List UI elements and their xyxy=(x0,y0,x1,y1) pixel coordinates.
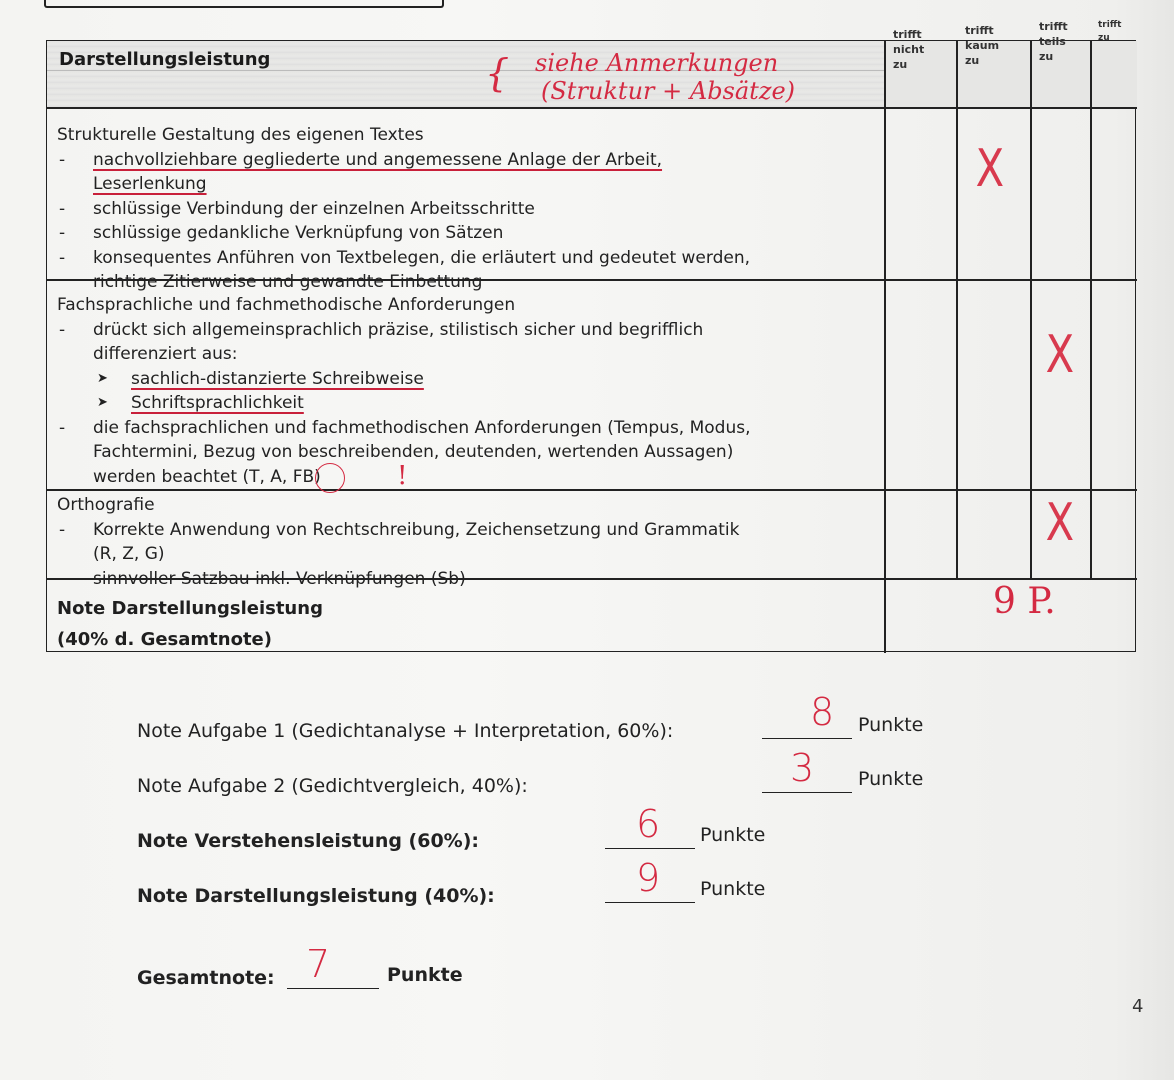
criterion-structure xyxy=(57,123,877,295)
previous-box-fragment xyxy=(44,0,444,8)
column-header-trifft-nicht-zu xyxy=(893,27,924,72)
column-header-trifft-teils-zu xyxy=(1039,19,1068,64)
total-value: 7 xyxy=(306,942,331,986)
criterion-orthography xyxy=(57,493,887,591)
circle-mark xyxy=(315,463,345,493)
criterion-heading: Strukturelle Gestaltung des eigenen Textes xyxy=(57,125,424,145)
column-header-line: zu xyxy=(1098,33,1110,43)
criterion-item: - konsequentes Anführen von Textbelegen, die erläutert und gedeutet werden, xyxy=(59,247,751,268)
item-text: nachvollziehbare gegliederte und angemessene Anlage der Arbeit, xyxy=(93,149,663,170)
column-header-line: trifft xyxy=(1098,20,1122,30)
column-header-line: zu xyxy=(965,54,980,67)
assessment-table xyxy=(46,20,1136,652)
column-header-line: zu xyxy=(1039,50,1054,63)
criterion-item: - drückt sich allgemeinsprachlich präzise, stilistisch sicher und begrifflich xyxy=(59,319,704,340)
score-label-presentation: Note Darstellungsleistung (40%): xyxy=(137,885,495,907)
criterion-item-cont xyxy=(57,440,887,465)
criterion-item-cont xyxy=(57,270,877,295)
column-header-line: trifft xyxy=(893,28,922,41)
column-header-trifft-zu xyxy=(1098,19,1121,45)
item-text: Korrekte Anwendung von Rechtschreibung, Zeichensetzung und Grammatik xyxy=(93,519,740,540)
score-value-understanding: 6 xyxy=(636,802,661,846)
criterion-subitem xyxy=(57,391,887,416)
column-header-line: kaum xyxy=(965,39,1000,52)
column-header-line: zu xyxy=(893,58,908,71)
item-text: sinnvoller Satzbau inkl. Verknüpfungen (Sb) xyxy=(93,568,466,589)
total-label: Gesamtnote: xyxy=(137,967,275,989)
exclamation-mark: ! xyxy=(397,461,408,491)
page-number: 4 xyxy=(1132,996,1144,1017)
score-label-understanding: Note Verstehensleistung (60%): xyxy=(137,830,479,852)
item-text: sachlich-distanzierte Schreibweise xyxy=(131,368,424,389)
score-value-presentation: 9 xyxy=(636,856,661,900)
criterion-item: - die fachsprachlichen und fachmethodischen Anforderungen (Tempus, Modus, xyxy=(59,417,751,438)
score-value-task-2: 3 xyxy=(790,746,815,790)
divider xyxy=(956,41,958,579)
item-text: schlüssige Verbindung der einzelnen Arbeitsschritte xyxy=(93,198,535,219)
divider xyxy=(47,489,1137,491)
item-text: differenziert aus: xyxy=(93,344,238,364)
unit-label: Punkte xyxy=(700,824,766,846)
criterion-item: - schlüssige Verbindung der einzelnen Arbeitsschritte xyxy=(59,198,535,219)
score-label-task-2: Note Aufgabe 2 (Gedichtvergleich, 40%): xyxy=(137,775,528,797)
item-text: richtige Zitierweise und gewandte Einbettung xyxy=(93,272,483,292)
arrow-bullet-icon: ➤ xyxy=(97,370,108,386)
column-header-line: teils xyxy=(1039,35,1066,48)
item-text: die fachsprachlichen und fachmethodischen Anforderungen (Tempus, Modus, xyxy=(93,417,751,438)
criterion-item-cont xyxy=(57,342,887,367)
divider xyxy=(1030,41,1032,579)
item-text: schlüssige gedankliche Verknüpfung von Sätzen xyxy=(93,223,504,243)
criterion-item: - schlüssige gedankliche Verknüpfung von Sätzen xyxy=(59,223,504,243)
item-text: drückt sich allgemeinsprachlich präzise, stilistisch sicher und begrifflich xyxy=(93,319,704,340)
item-text: (R, Z, G) xyxy=(93,544,165,564)
section-title: Darstellungsleistung xyxy=(59,49,271,70)
check-mark-x: X xyxy=(975,139,1005,199)
column-header-line: trifft xyxy=(965,24,994,37)
column-header-trifft-kaum-zu xyxy=(965,23,999,68)
criterion-item: - nachvollziehbare gegliederte und angemessene Anlage der Arbeit, xyxy=(59,149,663,170)
criterion-item-cont xyxy=(57,465,887,490)
column-header-line: trifft xyxy=(1039,20,1068,33)
score-line xyxy=(762,712,852,739)
unit-label: Punkte xyxy=(858,768,924,790)
score-label-task-1: Note Aufgabe 1 (Gedichtanalyse + Interpretation, 60%): xyxy=(137,720,674,742)
annotation-line-2: (Struktur + Absätze) xyxy=(541,77,796,105)
item-text: konsequentes Anführen von Textbelegen, die erläutert und gedeutet werden, xyxy=(93,247,751,268)
item-text: Leserlenkung xyxy=(93,174,207,194)
unit-label: Punkte xyxy=(387,964,463,986)
criterion-item: - sinnvoller Satzbau inkl. Verknüpfungen (Sb) xyxy=(59,568,466,589)
summary-line: Note Darstellungsleistung xyxy=(57,598,323,619)
score-line xyxy=(287,962,379,989)
divider xyxy=(47,107,1137,109)
check-mark-x: X xyxy=(1045,493,1075,553)
criterion-heading: Fachsprachliche und fachmethodische Anforderungen xyxy=(57,295,516,315)
score-value-task-1: 8 xyxy=(810,690,835,734)
divider xyxy=(1090,41,1092,579)
annotation-handwritten xyxy=(535,49,795,105)
summary-line: (40% d. Gesamtnote) xyxy=(57,629,272,650)
criterion-heading: Orthografie xyxy=(57,495,155,515)
criterion-subitem xyxy=(57,367,887,392)
criterion-item: - Korrekte Anwendung von Rechtschreibung, Zeichensetzung und Grammatik xyxy=(59,519,740,540)
item-text: Schriftsprachlichkeit xyxy=(131,393,304,413)
unit-label: Punkte xyxy=(700,878,766,900)
column-header-line: nicht xyxy=(893,43,925,56)
brace-mark: { xyxy=(485,51,510,95)
unit-label: Punkte xyxy=(858,714,924,736)
summary-value: 9 P. xyxy=(993,581,1056,622)
arrow-bullet-icon: ➤ xyxy=(97,395,108,410)
criterion-item-cont xyxy=(57,542,887,567)
check-mark-x: X xyxy=(1045,325,1075,385)
summary-label xyxy=(57,593,323,655)
item-text: werden beachtet (T, A, FB) xyxy=(93,466,321,487)
annotation-line-1: siehe Anmerkungen xyxy=(535,49,779,77)
criterion-item-cont xyxy=(57,172,877,197)
criterion-language xyxy=(57,293,887,489)
item-text: Fachtermini, Bezug von beschreibenden, deutenden, wertenden Aussagen) xyxy=(93,442,734,462)
